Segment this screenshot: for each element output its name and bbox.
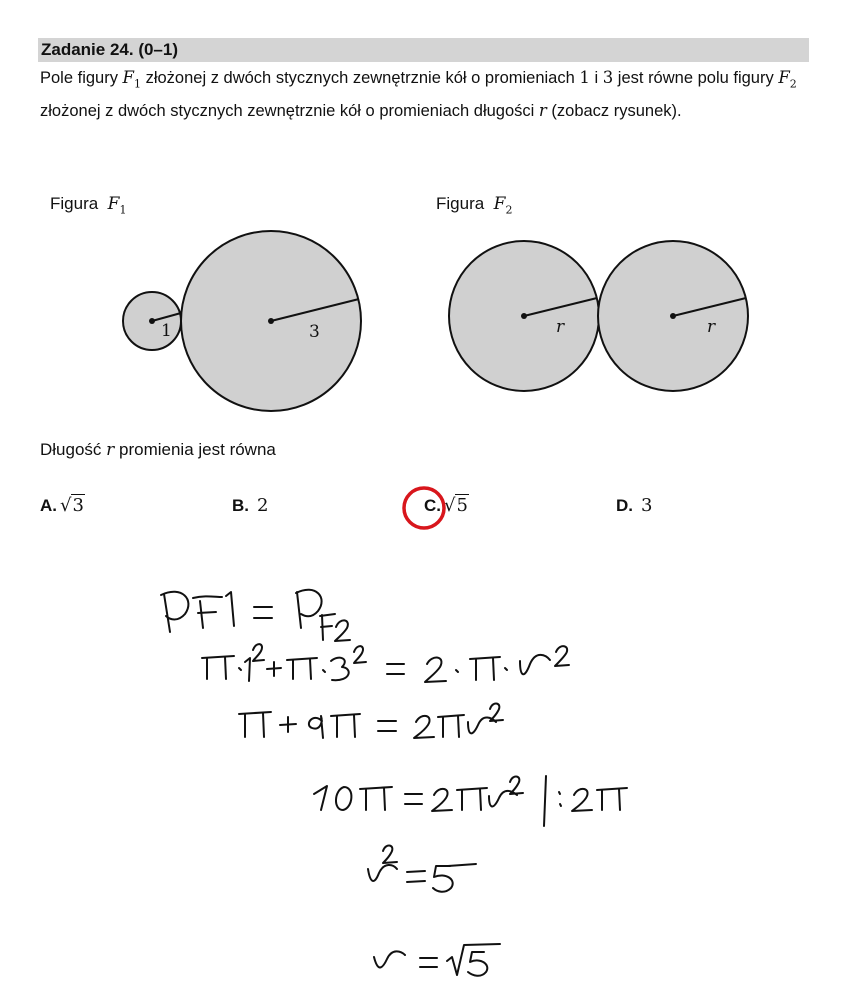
answer-c[interactable]: C. √5 — [424, 495, 468, 516]
radius-three: 3 — [602, 68, 614, 87]
symbol-f1: $F_1$ — [122, 68, 141, 91]
problem-text-2: złożonej z dwóch stycznych zewnętrznie kół o promieniach — [141, 69, 580, 87]
symbol-r: r — [538, 101, 547, 121]
symbol-f2: $F_2$ — [778, 68, 797, 91]
problem-text-5: złożonej z dwóch stycznych zewnętrznie kół o promieniach długości — [40, 102, 539, 121]
left-radius-label: r — [556, 317, 565, 337]
right-radius-label: r — [707, 317, 716, 337]
figure-f1-label: Figura $F_1$ — [50, 194, 127, 217]
handwritten-line-5 — [368, 845, 476, 891]
handwritten-line-3 — [239, 703, 503, 738]
question-text: Długość r promienia jest równa — [40, 440, 276, 460]
answer-a[interactable]: A. √3 — [40, 495, 84, 516]
figure-f2-label: Figura $F_2$ — [436, 194, 513, 217]
handwritten-line-1 — [161, 590, 350, 641]
handwritten-line-6 — [374, 944, 500, 976]
answer-d[interactable]: D. 3 — [616, 495, 653, 516]
answer-b[interactable]: B. 2 — [232, 495, 269, 516]
problem-text-4: jest równe polu figury — [613, 69, 779, 87]
radius-one: 1 — [579, 68, 590, 87]
handwritten-line-2 — [202, 644, 569, 682]
problem-text-6: (zobacz rysunek). — [546, 102, 682, 121]
small-radius-label: 1 — [161, 321, 172, 341]
handwritten-line-4 — [314, 776, 627, 826]
large-radius-label: 3 — [309, 322, 320, 342]
task-header: Zadanie 24. (0–1) — [38, 38, 809, 62]
selected-answer-circle — [404, 488, 444, 528]
problem-text-3: i — [589, 69, 603, 87]
problem-text-1: Pole figury — [40, 69, 123, 87]
